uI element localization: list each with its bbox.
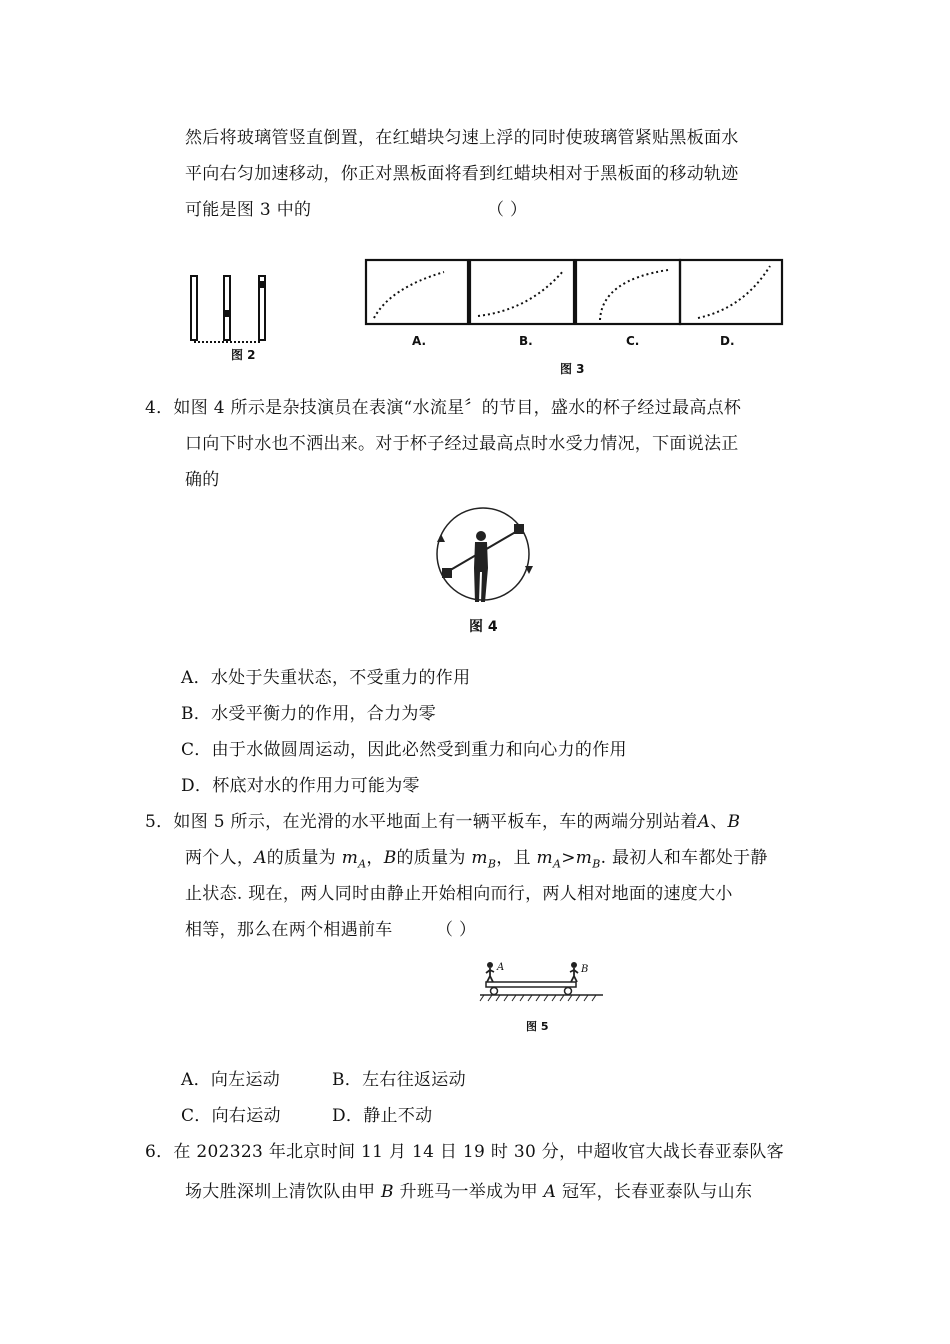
q5-line-2 [185, 846, 768, 876]
figure-3-label-c: C. [626, 334, 640, 348]
q5-bracket: （ ） [436, 920, 477, 940]
q6-var-b: B [381, 1182, 394, 1202]
q5-line-2-text-e: . 最初人和车都处于静 [600, 848, 768, 868]
figure-2 [185, 270, 275, 370]
q6-line-2-text-a: 场大胜深圳上清饮队由甲 [185, 1182, 376, 1202]
q5-var-a-2: A [254, 848, 267, 868]
q5-gt: > [561, 848, 576, 868]
figure-3-caption: 图 3 [560, 362, 585, 376]
q4-line-3: 确的 [185, 470, 220, 490]
person-a-figure [486, 962, 494, 982]
q5-var-a: A [697, 812, 711, 832]
intro-line-1: 然后将玻璃管竖直倒置，在红蜡块匀速上浮的同时使玻璃管紧贴黑板面水 [185, 128, 739, 148]
q5-mass-a-cmp-sub: A [552, 857, 562, 871]
q5-option-d: D．静止不动 [332, 1106, 433, 1126]
q6-line-2-text-c: 冠军，长春亚泰队与山东 [561, 1182, 753, 1202]
figure-4-caption: 图 4 [469, 619, 498, 635]
q5-mass-b: m [471, 848, 488, 868]
figure-2-drawing [185, 270, 275, 370]
figure-3-label-d: D. [720, 334, 735, 348]
q4-option-b: B．水受平衡力的作用，合力为零 [181, 704, 436, 724]
figure-5-label-a: A [497, 962, 505, 973]
q5-line-2-text-a: 两个人， [185, 848, 255, 868]
q6-line-2 [185, 1180, 752, 1204]
q5-var-b-2: B [383, 848, 397, 868]
q5-line-2-text-d: ，且 [496, 848, 531, 868]
figure-4 [425, 502, 545, 640]
q5-line-2-text-c: 的质量为 [396, 848, 466, 868]
figure-5-label-b: B [581, 964, 589, 975]
q5-comma: ， [366, 848, 384, 868]
q4-line-1: 4．如图 4 所示是杂技演员在表演“水流星〞的节目，盛水的杯子经过最高点杯 [145, 398, 742, 418]
q5-mass-a-sub: A [358, 857, 367, 871]
figure-5-caption: 图 5 [526, 1020, 549, 1033]
q4-option-d: D．杯底对水的作用力可能为零 [181, 776, 420, 796]
trajectory-b [478, 270, 564, 316]
intro-line-2: 平向右匀加速移动，你正对黑板面将看到红蜡块相对于黑板面的移动轨迹 [185, 164, 739, 184]
q6-line-1: 6．在 202323 年北京时间 11 月 14 日 19 时 30 分，中超收官大战长春亚泰队客 [145, 1142, 784, 1162]
figure-3-panels [364, 258, 784, 328]
q5-line-4: 相等，那么在两个相遇前车 [185, 920, 393, 940]
person-b-figure [570, 962, 578, 982]
q5-line-3: 止状态. 现在，两人同时由静止开始相向而行，两人相对地面的速度大小 [185, 884, 733, 904]
figure-3-label-b: B. [519, 334, 533, 348]
intro-line-3: 可能是图 3 中的 [185, 200, 312, 220]
q4-option-a: A．水处于失重状态，不受重力的作用 [181, 668, 471, 688]
intro-bracket: （ ） [487, 200, 528, 220]
q5-line-1 [145, 810, 740, 834]
q5-mass-a-cmp: m [536, 848, 553, 868]
q5-line-1-text: 5．如图 5 所示，在光滑的水平地面上有一辆平板车，车的两端分别站着 [145, 812, 698, 832]
figure-3 [364, 258, 784, 380]
figure-2-caption: 图 2 [231, 348, 256, 362]
q6-var-a: A [543, 1182, 557, 1202]
trajectory-a [374, 272, 444, 318]
q6-line-2-text-b: 升班马一举成为甲 [399, 1182, 538, 1202]
figure-5 [478, 956, 608, 1042]
q5-var-b: B [727, 812, 741, 832]
q5-mass-a: m [341, 848, 359, 868]
q5-option-a: A．向左运动 [181, 1070, 281, 1090]
q5-mass-b-sub: B [487, 857, 497, 871]
q5-separator: 、 [710, 812, 728, 832]
q5-option-c: C．向右运动 [181, 1106, 281, 1126]
q5-mass-b-cmp: m [575, 848, 593, 868]
q4-option-c: C．由于水做圆周运动，因此必然受到重力和向心力的作用 [181, 740, 627, 760]
q5-line-2-text-b: 的质量为 [266, 848, 336, 868]
figure-3-label-a: A. [412, 334, 427, 348]
figure-4-drawing [425, 502, 545, 614]
q4-line-2: 口向下时水也不洒出来。对于杯子经过最高点时水受力情况，下面说法正 [185, 434, 739, 454]
trajectory-d [698, 266, 770, 318]
q5-mass-b-cmp-sub: B [592, 857, 601, 871]
q5-option-b: B．左右往返运动 [332, 1070, 466, 1090]
trajectory-c [600, 270, 668, 320]
